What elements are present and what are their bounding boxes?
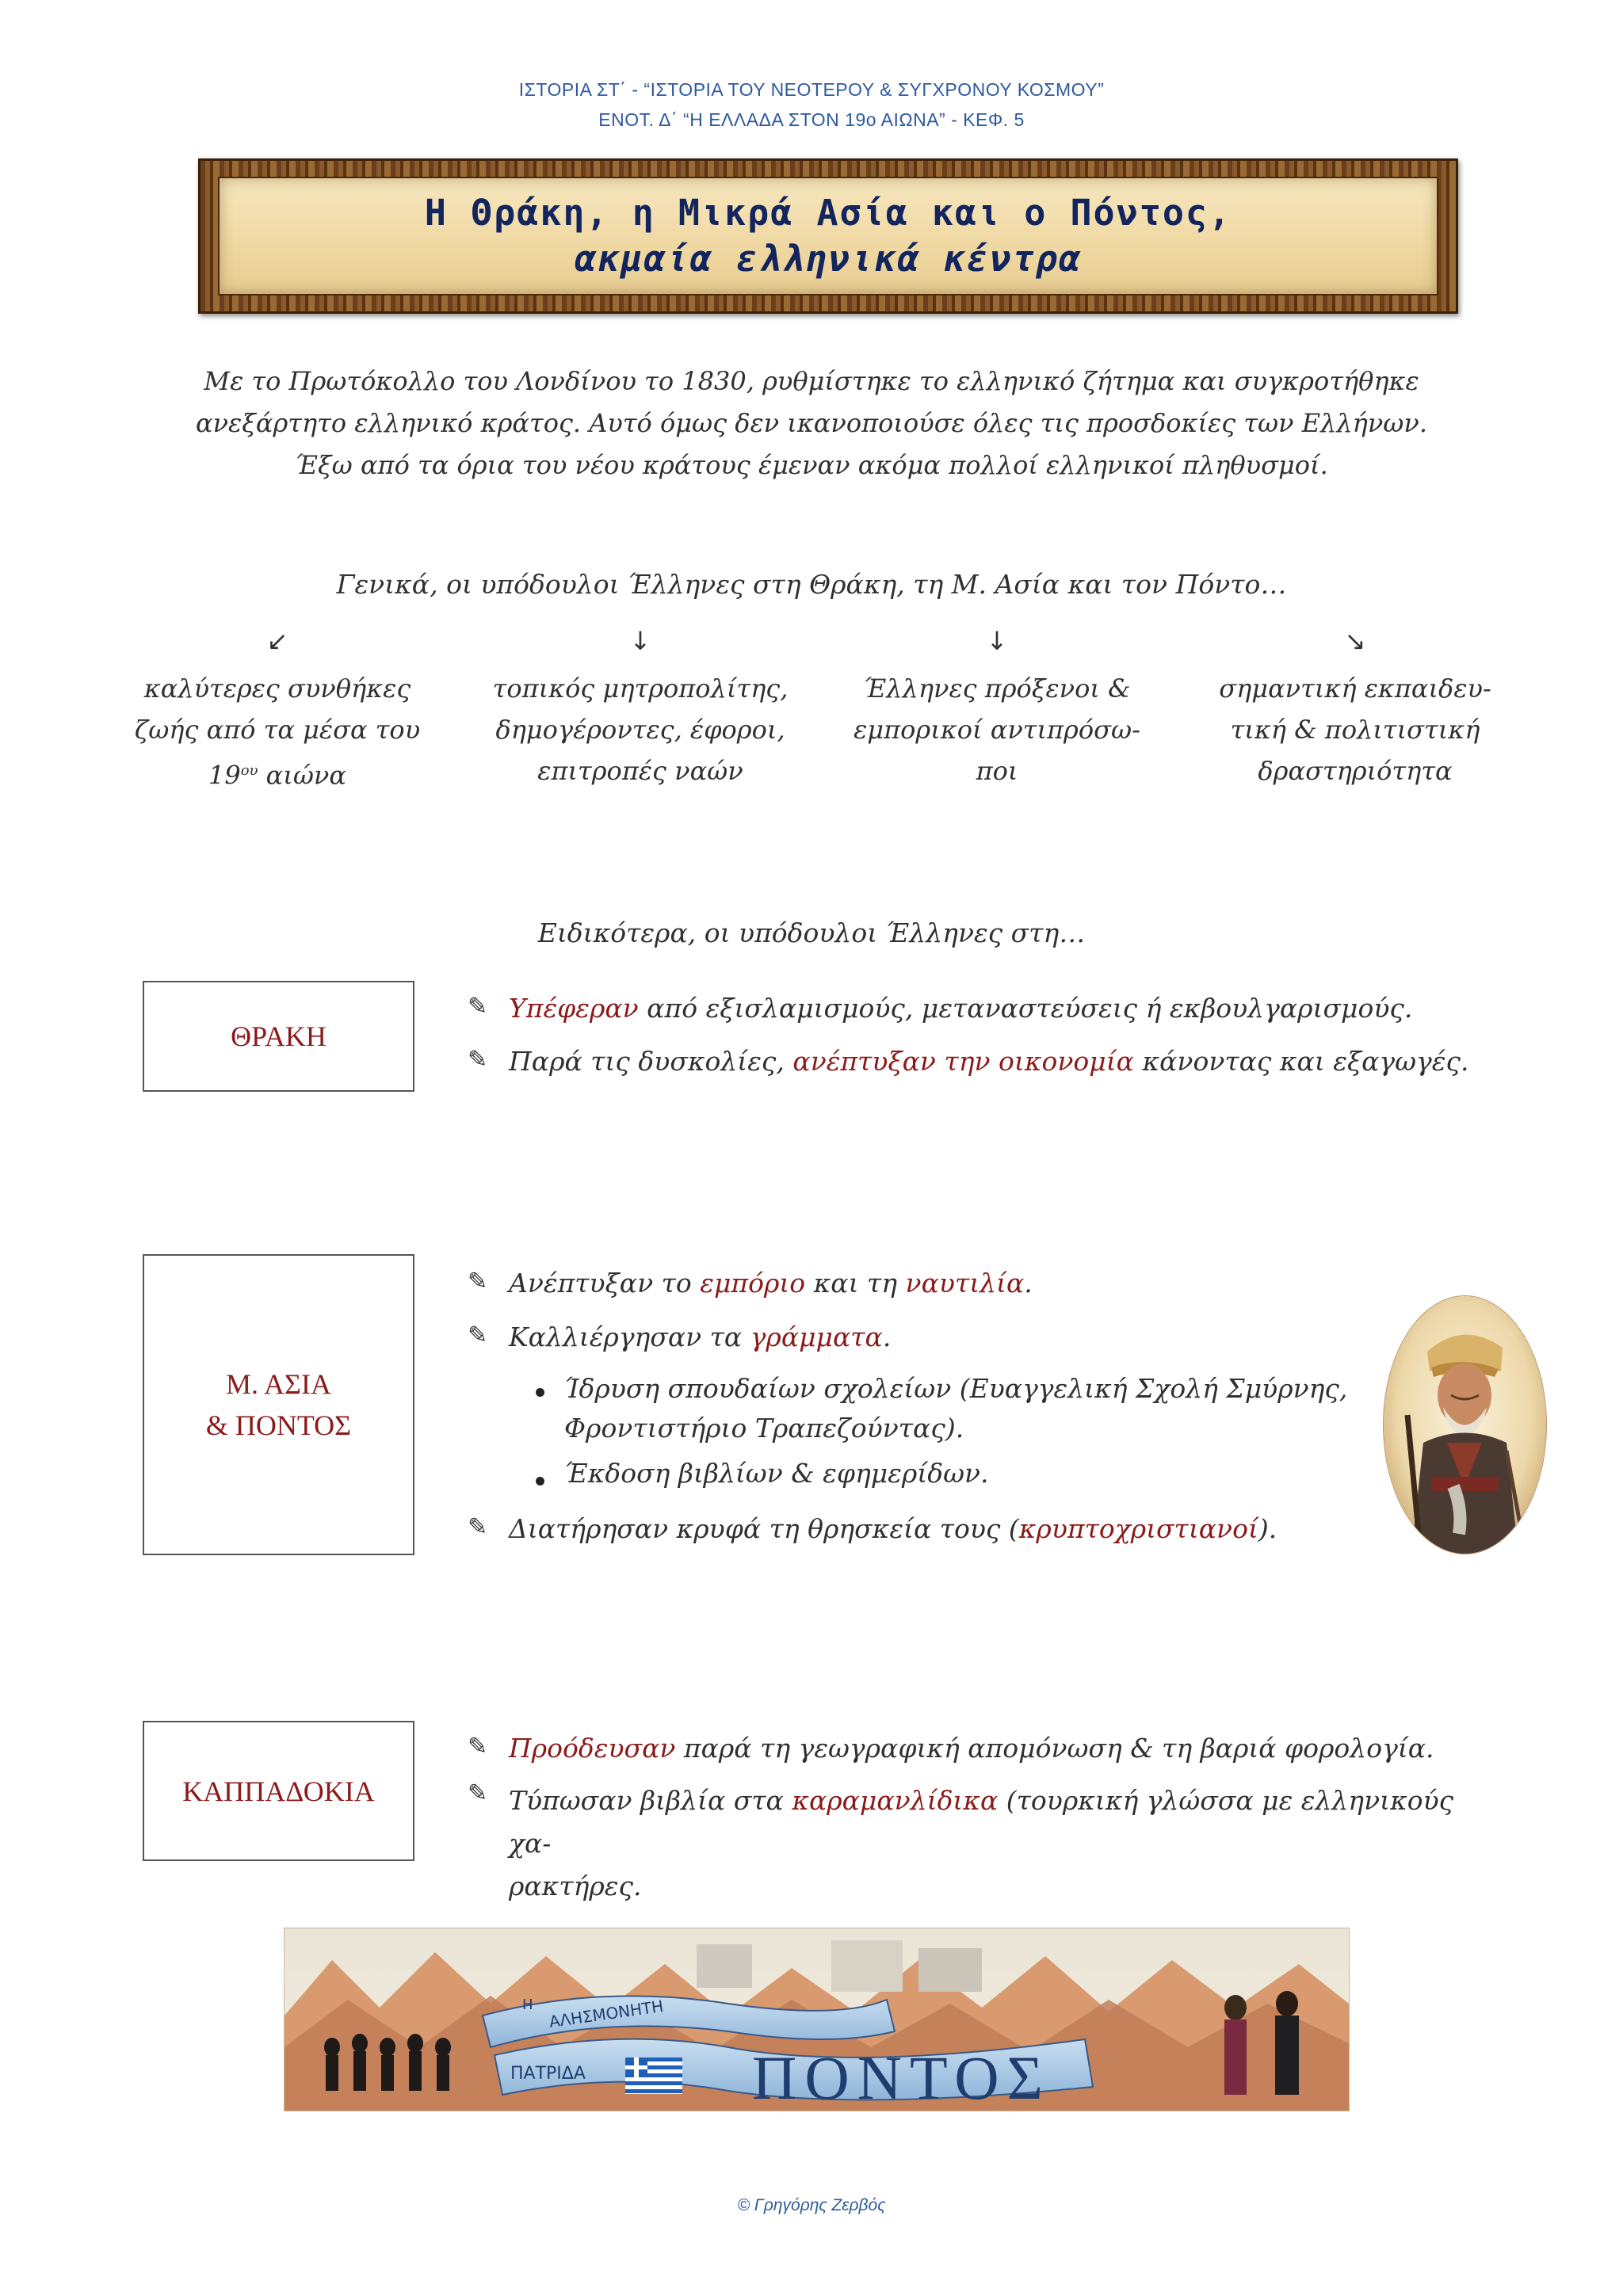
bullet-dot-icon [536,1477,544,1486]
intro-line-2: ανεξάρτητο ελληνικό κράτος. Αυτό όμως δεν ικανοποιούσε όλες τις προσδοκίες των Ελλήνων. [195,408,1427,438]
general-column-4: σημαντική εκπαιδευ- τική & πολιτιστική δραστηριότητα [1219,673,1491,786]
specific-heading: Ειδικότερα, οι υπόδουλοι Έλληνες στη… [537,917,1086,948]
banner-word-patrida: ΠΑΤΡΙΔΑ [510,2064,586,2084]
pencil-icon: ✎ [468,993,488,1020]
banner-word-alesmoniti: ΑΛΗΣΜΟΝΗΤΗ [548,1996,665,2031]
pencil-icon: ✎ [468,1268,488,1295]
sub-list-item: Έκδοση βιβλίων & εφημερίδων. [564,1458,989,1489]
title-parchment [218,177,1438,296]
list-item: ✎ Διατήρησαν κρυφά τη θρησκεία τους (κρυπτοχριστιανοί). [468,1513,1277,1544]
pencil-icon: ✎ [468,1322,488,1349]
region-label-asia: Μ. ΑΣΙΑ [226,1368,331,1400]
general-heading: Γενικά, οι υπόδουλοι Έλληνες στη Θράκη, τη Μ. Ασία και τον Πόντο… [336,569,1287,600]
pontos-banner-illustration [285,1928,1349,2111]
arrow-down-icon: ↓ [629,626,651,656]
pontic-man-portrait [1383,1295,1547,1554]
region-label-cappadocia: ΚΑΠΠΑΔΟΚΙΑ [182,1775,375,1807]
pencil-icon: ✎ [468,1733,488,1760]
bullet-dot-icon [536,1388,544,1397]
intro-line-1: Με το Πρωτόκολλο του Λονδίνου το 1830, ρυθμίστηκε το ελληνικό ζήτημα και συγκροτήθηκε [204,366,1419,396]
sub-list-item: Ίδρυση σπουδαίων σχολείων (Ευαγγελική Σχολή Σμύρνης, Φροντιστήριο Τραπεζούντας). [564,1373,1348,1444]
title-line-2: ακμαία ελληνικά κέντρα [574,238,1083,280]
list-item: ✎ Καλλιέργησαν τα γράμματα. [468,1322,892,1352]
list-item: ✎ Παρά τις δυσκολίες, ανέπτυξαν την οικονομία κάνοντας και εξαγωγές. [468,1046,1469,1077]
list-item: ✎ Υπέφεραν από εξισλαμισμούς, μεταναστεύσεις ή εκβουλγαρισμούς. [468,993,1413,1024]
pencil-icon: ✎ [468,1046,488,1074]
pencil-icon: ✎ [468,1779,488,1807]
header-line-1: ΙΣΤΟΡΙΑ ΣΤ΄ - “ΙΣΤΟΡΙΑ ΤΟΥ ΝΕΟΤΕΡΟΥ & ΣΥΓΧΡΟΝΟΥ ΚΟΣΜΟΥ” [518,79,1105,100]
region-label-thrace: ΘΡΑΚΗ [231,1020,327,1052]
region-label-pontus: & ΠΟΝΤΟΣ [205,1409,352,1441]
copyright-footer: © Γρηγόρης Ζερβός [737,2196,886,2214]
list-item: ✎ Προόδευσαν παρά τη γεωγραφική απομόνωση & τη βαριά φορολογία. [468,1733,1434,1764]
general-column-2: τοπικός μητροπολίτης, δημογέροντες, έφοροι, επιτροπές ναών [492,673,789,786]
banner-word-pontos: ΠΟΝΤΟΣ [752,2043,1051,2111]
arrow-down-right-icon: ↘ [1344,626,1366,656]
intro-paragraph [135,360,1488,486]
greek-flag-icon [625,2058,682,2094]
arrow-down-left-icon: ↙ [266,626,288,656]
portrait-illustration [1384,1296,1546,1554]
region-box-asia-pontus [143,1254,414,1555]
intro-line-3: Έξω από τα όρια του νέου κράτους έμεναν ακόμα πολλοί ελληνικοί πληθυσμοί. [295,450,1328,480]
pontos-banner-image [284,1928,1350,2111]
banner-word-h: Η [522,1997,533,2013]
arrow-down-icon: ↓ [986,626,1008,656]
title-banner [198,158,1458,314]
region-box-thrace [143,981,414,1092]
region-box-cappadocia [143,1721,414,1861]
general-column-3: Έλληνες πρόξενοι & εμπορικοί αντιπρόσω- ποι [854,673,1140,786]
general-column-1: καλύτερες συνθήκες ζωής από τα μέσα του $19^{o\upsilon}$ αιώνα [134,673,421,791]
header-line-2: ΕΝΟΤ. Δ΄ “Η ΕΛΛΑΔΑ ΣΤΟΝ 19ο ΑΙΩΝΑ” - ΚΕΦ. 5 [598,109,1025,130]
pencil-icon: ✎ [468,1513,488,1541]
title-line-1: Η Θράκη, η Μικρά Ασία και ο Πόντος, [424,192,1232,234]
list-item: ✎ Ανέπτυξαν το εμπόριο και τη ναυτιλία. [468,1268,1033,1299]
list-item: ✎ Τύπωσαν βιβλία στα καραμανλίδικα (τουρκική γλώσσα με ελληνικούς χα- ρακτήρες. [468,1779,1454,1901]
